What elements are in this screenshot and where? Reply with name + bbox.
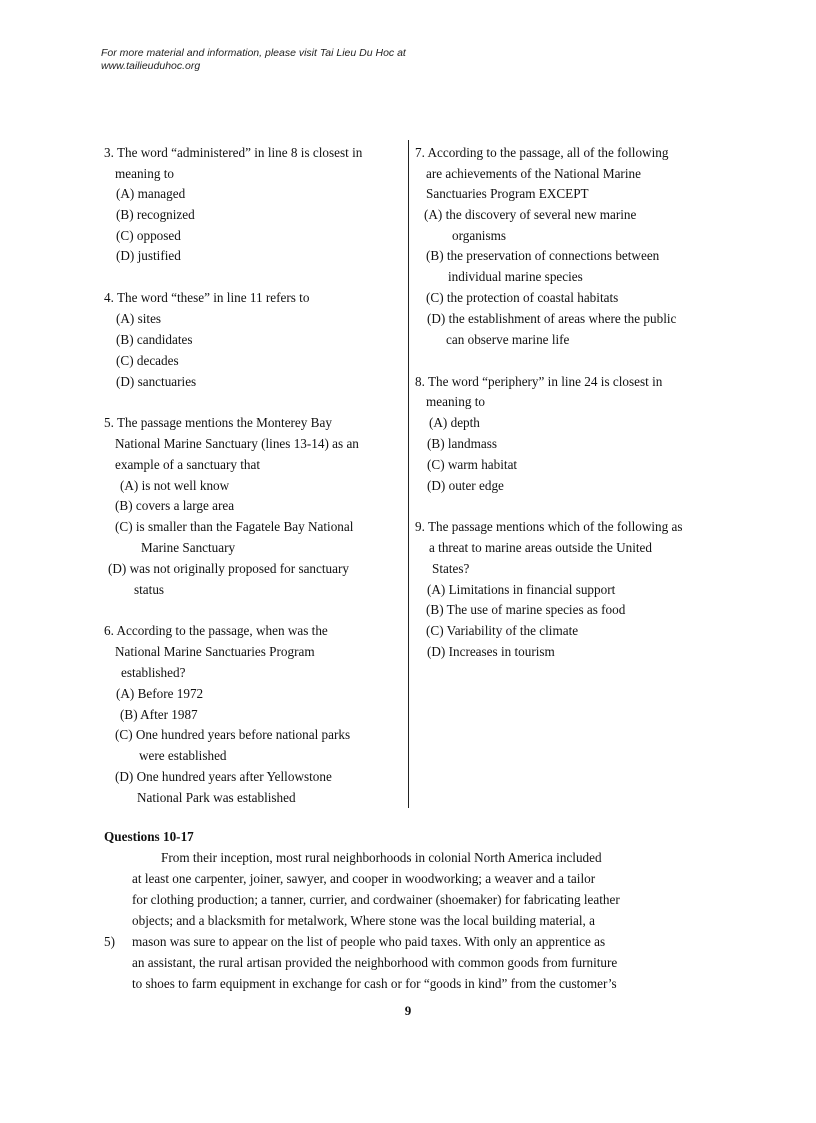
question-7-option-d: (D) the establishment of areas where the public bbox=[427, 311, 677, 326]
passage-line-2: at least one carpenter, joiner, sawyer, and cooper in woodworking; a weaver and a tailor bbox=[132, 871, 596, 886]
question-7-option-d-cont: can observe marine life bbox=[446, 332, 570, 347]
question-7-stem-cont-1: are achievements of the National Marine bbox=[426, 166, 641, 181]
question-8-option-a: (A) depth bbox=[429, 415, 480, 430]
question-9-option-b: (B) The use of marine species as food bbox=[426, 602, 626, 617]
question-4-option-a: (A) sites bbox=[116, 311, 162, 326]
question-5-stem: 5. The passage mentions the Monterey Bay bbox=[104, 415, 332, 430]
question-9-option-a: (A) Limitations in financial support bbox=[427, 582, 616, 597]
question-4-option-d: (D) sanctuaries bbox=[116, 374, 197, 389]
question-9-stem-cont-1: a threat to marine areas outside the United bbox=[429, 540, 653, 555]
question-5-stem-cont-1: National Marine Sanctuary (lines 13-14) as an bbox=[115, 436, 359, 451]
question-8-option-d: (D) outer edge bbox=[427, 478, 504, 493]
question-3-option-b: (B) recognized bbox=[116, 207, 195, 222]
question-5-option-a: (A) is not well know bbox=[120, 478, 230, 493]
question-7-option-b: (B) the preservation of connections between bbox=[426, 248, 660, 263]
question-3-stem-cont: meaning to bbox=[115, 166, 174, 181]
question-8-stem-cont: meaning to bbox=[426, 394, 485, 409]
page-number: 9 bbox=[404, 1003, 412, 1018]
question-3-option-d: (D) justified bbox=[116, 248, 181, 263]
question-5-option-d-cont: status bbox=[134, 582, 165, 597]
question-6-stem-cont-2: established? bbox=[121, 665, 186, 680]
question-6-option-c: (C) One hundred years before national parks bbox=[115, 727, 351, 742]
question-6-option-c-cont: were established bbox=[139, 748, 227, 763]
question-9-stem-cont-2: States? bbox=[432, 561, 470, 576]
question-9-option-d: (D) Increases in tourism bbox=[427, 644, 555, 659]
question-5-option-d: (D) was not originally proposed for sanctuary bbox=[108, 561, 349, 576]
question-3-stem: 3. The word “administered” in line 8 is closest in bbox=[104, 145, 363, 160]
passage-line-3: for clothing production; a tanner, currier, and cordwainer (shoemaker) for fabricating leather bbox=[132, 892, 620, 907]
question-7-stem: 7. According to the passage, all of the following bbox=[415, 145, 669, 160]
question-5-stem-cont-2: example of a sanctuary that bbox=[115, 457, 260, 472]
passage-line-1: From their inception, most rural neighborhoods in colonial North America included bbox=[161, 850, 602, 865]
question-7-stem-cont-2: Sanctuaries Program EXCEPT bbox=[426, 186, 589, 201]
line-number-marker: 5) bbox=[104, 934, 115, 949]
question-6-option-a: (A) Before 1972 bbox=[116, 686, 204, 701]
question-6-option-d-cont: National Park was established bbox=[137, 790, 296, 805]
question-7-option-b-cont: individual marine species bbox=[448, 269, 583, 284]
question-4-option-c: (C) decades bbox=[116, 353, 179, 368]
passage-line-7: to shoes to farm equipment in exchange for cash or for “goods in kind” from the customer’s bbox=[132, 976, 617, 991]
question-8-stem: 8. The word “periphery” in line 24 is closest in bbox=[415, 374, 663, 389]
header-line-2: www.tailieuduhoc.org bbox=[101, 60, 201, 72]
passage-line-5: mason was sure to appear on the list of people who paid taxes. With only an apprentice as bbox=[132, 934, 606, 949]
question-5-option-b: (B) covers a large area bbox=[115, 498, 235, 513]
question-7-option-a: (A) the discovery of several new marine bbox=[424, 207, 637, 222]
question-6-stem-cont-1: National Marine Sanctuaries Program bbox=[115, 644, 315, 659]
question-6-option-b: (B) After 1987 bbox=[120, 707, 198, 722]
passage-line-4: objects; and a blacksmith for metalwork, Where stone was the local building material, a bbox=[132, 913, 596, 928]
question-7-option-c: (C) the protection of coastal habitats bbox=[426, 290, 619, 305]
question-5-option-c: (C) is smaller than the Fagatele Bay National bbox=[115, 519, 354, 534]
question-8-option-b: (B) landmass bbox=[427, 436, 497, 451]
question-9-stem: 9. The passage mentions which of the following as bbox=[415, 519, 683, 534]
section-heading: Questions 10-17 bbox=[104, 829, 194, 844]
question-4-option-b: (B) candidates bbox=[116, 332, 193, 347]
question-9-option-c: (C) Variability of the climate bbox=[426, 623, 579, 638]
question-3-option-c: (C) opposed bbox=[116, 228, 181, 243]
site-header bbox=[101, 47, 406, 73]
passage-line-6: an assistant, the rural artisan provided the neighborhood with common goods from furniture bbox=[132, 955, 618, 970]
question-8-option-c: (C) warm habitat bbox=[427, 457, 518, 472]
question-4-stem: 4. The word “these” in line 11 refers to bbox=[104, 290, 310, 305]
column-divider bbox=[408, 140, 409, 808]
question-5-option-c-cont: Marine Sanctuary bbox=[141, 540, 236, 555]
question-6-option-d: (D) One hundred years after Yellowstone bbox=[115, 769, 332, 784]
question-7-option-a-cont: organisms bbox=[452, 228, 506, 243]
header-line-1: For more material and information, please visit Tai Lieu Du Hoc at bbox=[101, 47, 406, 59]
question-6-stem: 6. According to the passage, when was the bbox=[104, 623, 328, 638]
question-3-option-a: (A) managed bbox=[116, 186, 186, 201]
